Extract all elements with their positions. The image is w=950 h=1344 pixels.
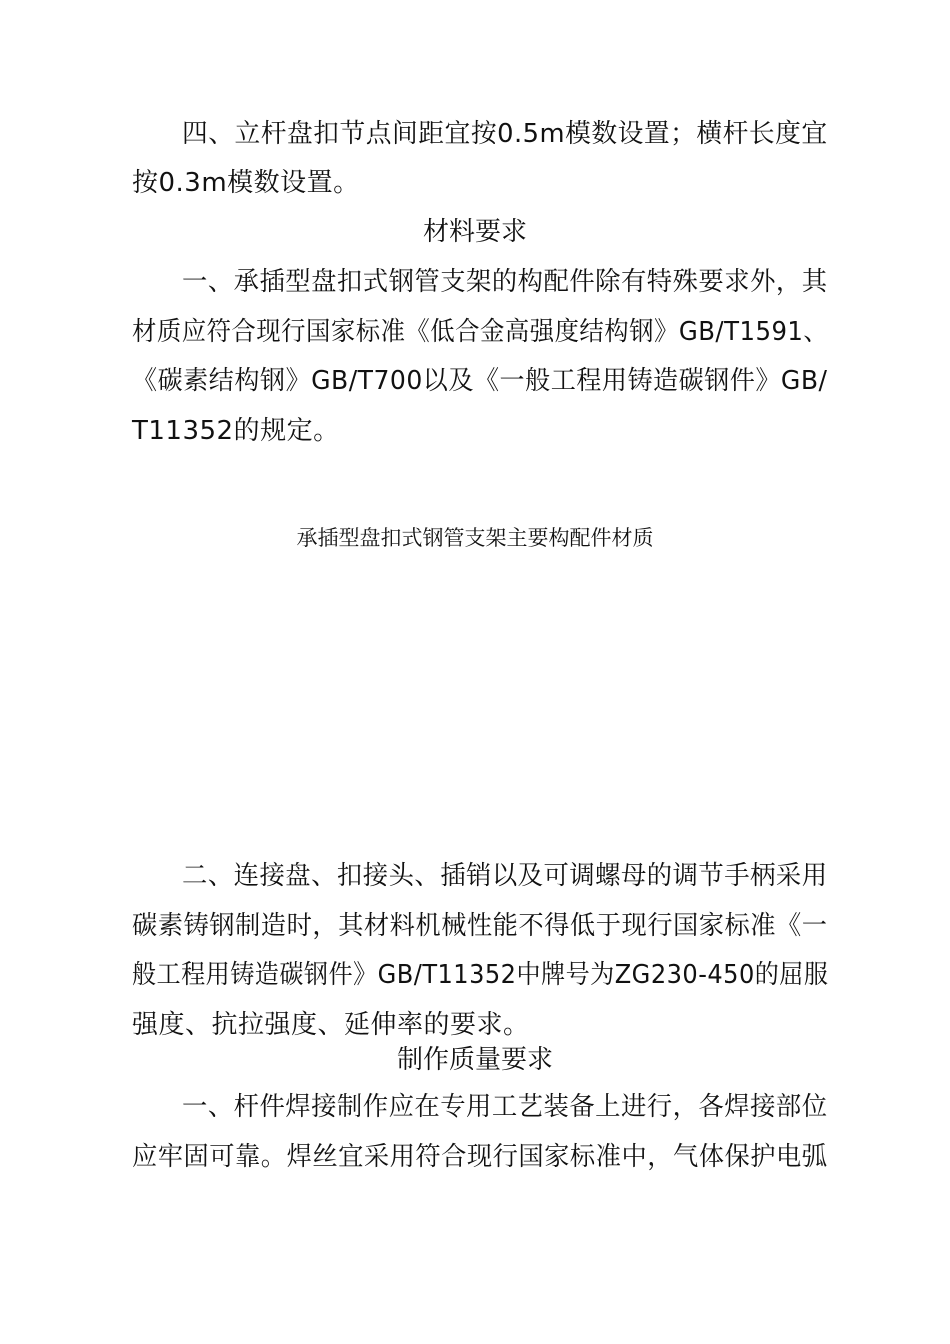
text-line: 四、立杆盘扣节点间距宜按0.5m模数设置；横杆长度宜 — [182, 119, 828, 149]
text-line: 《碳素结构钢》GB/T700以及《一般工程用铸造碳钢件》GB/ — [132, 366, 828, 396]
text-line: 般工程用铸造碳钢件》GB/T11352中牌号为ZG230-450的屈服 — [132, 960, 829, 990]
text-line: 应牢固可靠。焊丝宜采用符合现行国家标准中，气体保护电弧 — [132, 1142, 828, 1172]
text-line: 材质应符合现行国家标准《低合金高强度结构钢》GB/T1591、 — [132, 317, 829, 347]
text-line: 一、承插型盘扣式钢管支架的构配件除有特殊要求外，其 — [182, 267, 828, 297]
quality-heading: 制作质量要求 — [396, 1045, 553, 1075]
text-line: T11352的规定。 — [132, 416, 340, 446]
text-line: 一、杆件焊接制作应在专用工艺装备上进行，各焊接部位 — [182, 1092, 828, 1122]
text-line: 二、连接盘、扣接头、插销以及可调螺母的调节手柄采用 — [182, 861, 828, 891]
table-placeholder — [132, 566, 822, 836]
text-line: 按0.3m模数设置。 — [132, 168, 360, 198]
materials-heading: 材料要求 — [422, 217, 527, 247]
text-line: 碳素铸钢制造时，其材料机械性能不得低于现行国家标准《一 — [132, 911, 828, 941]
text-line: 强度、抗拉强度、延伸率的要求。 — [132, 1010, 530, 1040]
table-caption: 承插型盘扣式钢管支架主要构配件材质 — [296, 526, 654, 550]
